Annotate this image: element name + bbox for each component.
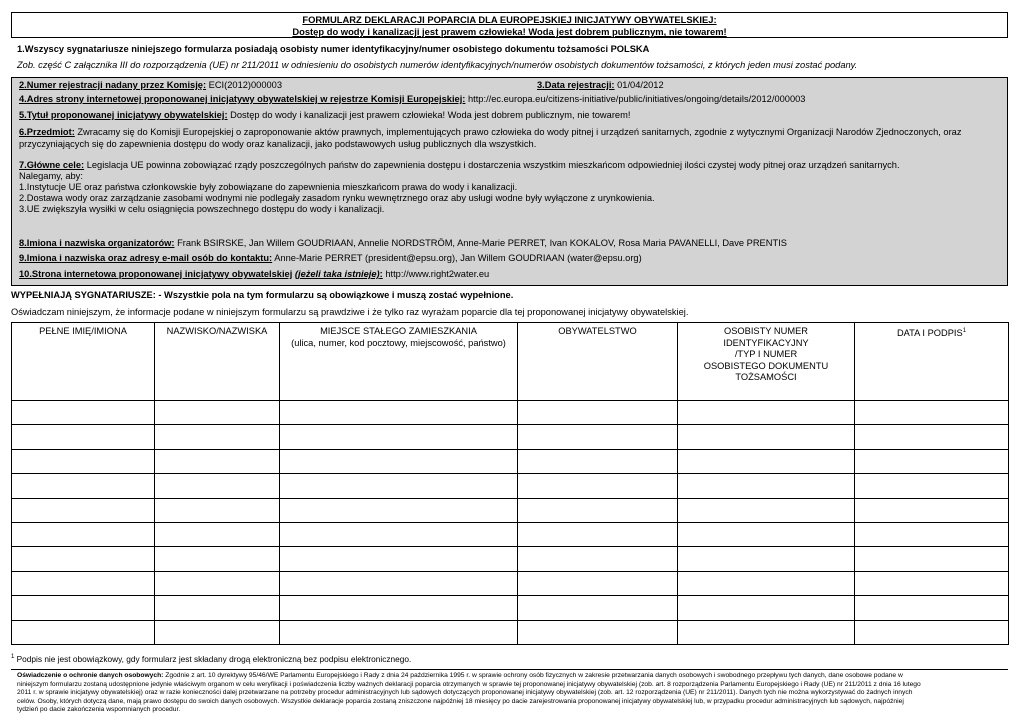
privacy-line4: celów. Osoby, których dotyczą dane, mają prawo dostępu do swoich danych osobowych. Wszystkie deklaracje poparcia zostaną zniszczone najpóźniej 18 miesięcy po dacie zarejestrowania proponowanej inicjatywy obywatelskiej lub, w przypadku procedur administracyjnych lub sądowych, najpóźniej (17, 697, 904, 705)
privacy-label: Oświadczenie o ochronie danych osobowych: (17, 672, 164, 679)
registration-number-value: ECI(2012)000003 (206, 80, 283, 90)
cell-residence[interactable] (280, 401, 518, 425)
initiative-subject-label: 6.Przedmiot: (19, 127, 75, 137)
cell-first-names[interactable] (12, 522, 155, 546)
goals-line-4: 2.Dostawa wody oraz zarządzanie zasobami wodnymi nie podlegały zasadom rynku wewnętrznego oraz aby usługi wodne były wyłączone z urynkowienia. (19, 193, 655, 203)
contacts (19, 253, 642, 265)
form-title-line2: Dostęp do wody i kanalizacji jest prawem człowieka! Woda jest dobrem publicznym, nie towarem! (292, 26, 727, 37)
footnote-mark: 1 (11, 654, 15, 661)
cell-id-number[interactable] (678, 620, 855, 644)
initiative-url-label: 4.Adres strony internetowej proponowanej inicjatywy obywatelskiej w rejestrze Komisji Europejskiej: (19, 94, 466, 104)
initiative-title-value: Dostęp do wody i kanalizacji jest prawem człowieka! Woda jest dobrem publicznym, nie towarem! (227, 110, 631, 120)
cell-surnames[interactable] (155, 620, 280, 644)
cell-surnames[interactable] (155, 401, 280, 425)
cell-nationality[interactable] (518, 522, 678, 546)
col-header-id-line3: /TYP I NUMER (734, 349, 798, 359)
initiative-goals (19, 160, 900, 172)
website-label-optional: (jeżeli taka istnieje) (294, 269, 380, 279)
cell-date-signature[interactable] (855, 401, 1009, 425)
contacts-value: Anne-Marie PERRET (president@epsu.org), Jan Willem GOUDRIAAN (water@epsu.org) (272, 253, 642, 263)
col-header-first-names (12, 323, 155, 401)
cell-nationality[interactable] (518, 547, 678, 571)
footnote-text: Podpis nie jest obowiązkowy, gdy formularz jest składany drogą elektroniczną bez podpisu elektronicznego. (14, 654, 412, 664)
cell-surnames[interactable] (155, 449, 280, 473)
col-header-id-line1: OSOBISTY NUMER (723, 326, 809, 336)
cell-surnames[interactable] (155, 522, 280, 546)
signatures-table (11, 322, 1009, 645)
website-label: 10.Strona internetowa proponowanej inicjatywy obywatelskiej (19, 269, 293, 279)
cell-date-signature[interactable] (855, 474, 1009, 498)
cell-nationality[interactable] (518, 498, 678, 522)
privacy-line5: tydzień po dacie zakończenia wspomnianych procedur. (17, 706, 181, 714)
cell-id-number[interactable] (678, 547, 855, 571)
privacy-line3: 2011 r. w sprawie inicjatywy obywatelskiej) oraz w razie konieczności dalej przetwarzane na potrzeby procedur administracyjnych lub sądowych dotyczących proponowanej inicjatywy obywatelskiej (zob. art. 12 rozporządzenia (UE) nr 211/2011). Danych tych nie można wykorzystywać do żadnych innych (17, 689, 913, 697)
cell-residence[interactable] (280, 425, 518, 449)
form-title-line1: FORMULARZ DEKLARACJI POPARCIA DLA EUROPEJSKIEJ INICJATYWY OBYWATELSKIEJ: (302, 14, 717, 25)
col-header-id-line2: IDENTYFIKACYJNY (723, 337, 809, 348)
cell-first-names[interactable] (12, 620, 155, 644)
signatories-heading: WYPEŁNIAJĄ SYGNATARIUSZE: - Wszystkie pola na tym formularzu są obowiązkowe i muszą zostać wypełnione. (11, 290, 514, 300)
organizers (19, 238, 787, 250)
initiative-subject (19, 127, 962, 139)
cell-surnames[interactable] (155, 596, 280, 620)
cell-date-signature[interactable] (855, 547, 1009, 571)
initiative-website (19, 269, 489, 281)
col-header-id-line4: OSOBISTEGO DOKUMENTU (703, 360, 829, 371)
website-colon: : (379, 269, 383, 279)
cell-date-signature[interactable] (855, 620, 1009, 644)
col-header-residence-title: MIEJSCE STAŁEGO ZAMIESZKANIA (320, 326, 477, 336)
col-header-nationality (518, 323, 678, 401)
cell-id-number[interactable] (678, 474, 855, 498)
cell-id-number[interactable] (678, 425, 855, 449)
cell-first-names[interactable] (12, 401, 155, 425)
initiative-goals-label: 7.Główne cele: (19, 160, 85, 170)
col-header-nationality-text: OBYWATELSTWO (558, 326, 637, 336)
cell-surnames[interactable] (155, 571, 280, 595)
col-header-surnames-text: NAZWISKO/NAZWISKA (166, 326, 268, 336)
divider (11, 669, 1008, 670)
table-row (12, 425, 1009, 449)
col-header-id-line5: TOŻSAMOŚCI (735, 372, 797, 382)
cell-date-signature[interactable] (855, 596, 1009, 620)
initiative-goals-value: Legislacja UE powinna zobowiązać rządy poszczególnych państw do zapewnienia dostępu i dostarczenia wszystkim mieszkańcom odpowiedniej ilości czystej wody pitnej oraz urządzeń sanitarnych. (84, 160, 900, 170)
registration-number (19, 80, 282, 92)
col-header-date-signature-text: DATA I PODPIS (896, 328, 963, 339)
cell-date-signature[interactable] (855, 425, 1009, 449)
cell-date-signature[interactable] (855, 498, 1009, 522)
table-row (12, 620, 1009, 644)
cell-residence[interactable] (280, 449, 518, 473)
cell-surnames[interactable] (155, 547, 280, 571)
initiative-url-value: http://ec.europa.eu/citizens-initiative/public/initiatives/ongoing/details/2012/000003 (465, 94, 806, 104)
cell-first-names[interactable] (12, 498, 155, 522)
cell-residence[interactable] (280, 522, 518, 546)
cell-residence[interactable] (280, 620, 518, 644)
cell-date-signature[interactable] (855, 449, 1009, 473)
section1-note: Zob. część C załącznika III do rozporządzenia (UE) nr 211/2011 w odniesieniu do osobistych numerów identyfikacyjnych/numerów osobistych dokumentów tożsamości, z których jeden musi zostać podany. (17, 60, 858, 70)
table-row (12, 401, 1009, 425)
cell-surnames[interactable] (155, 425, 280, 449)
organizers-value: Frank BSIRSKE, Jan Willem GOUDRIAAN, Annelie NORDSTRÖM, Anne-Marie PERRET, Ivan KOKALOV, Rosa Maria PAVANELLI, Dave PRENTIS (174, 238, 787, 248)
cell-nationality[interactable] (518, 620, 678, 644)
cell-residence[interactable] (280, 571, 518, 595)
col-header-id-number (678, 323, 855, 401)
cell-first-names[interactable] (12, 425, 155, 449)
initiative-title (19, 110, 630, 122)
cell-nationality[interactable] (518, 596, 678, 620)
cell-id-number[interactable] (678, 449, 855, 473)
cell-surnames[interactable] (155, 498, 280, 522)
table-row (12, 571, 1009, 595)
cell-id-number[interactable] (678, 522, 855, 546)
contacts-label: 9.Imiona i nazwiska oraz adresy e-mail osób do kontaktu: (19, 253, 273, 263)
cell-nationality[interactable] (518, 449, 678, 473)
cell-nationality[interactable] (518, 425, 678, 449)
registration-number-label: 2.Numer rejestracji nadany przez Komisję: (19, 80, 207, 90)
cell-residence[interactable] (280, 498, 518, 522)
cell-id-number[interactable] (678, 401, 855, 425)
table-row (12, 474, 1009, 498)
cell-first-names[interactable] (12, 571, 155, 595)
table-row (12, 498, 1009, 522)
col-header-surnames (155, 323, 280, 401)
table-row (12, 547, 1009, 571)
table-row (12, 522, 1009, 546)
cell-id-number[interactable] (678, 498, 855, 522)
goals-line-2: Nalegamy, aby: (19, 171, 83, 181)
cell-residence[interactable] (280, 474, 518, 498)
privacy-line2: niniejszym formularzu zostaną udostępnione jedynie właściwym organom w celu weryfikacji i poświadczenia liczby ważnych deklaracji poparcia otrzymanych w sprawie tej proponowanej inicjatywy obywatelskiej (zob. art. 8 rozporządzenia Parlamentu Europejskiego i Rady (UE) nr 211/2011 z dnia 16 lutego (17, 680, 921, 688)
privacy-statement (17, 672, 1007, 715)
initiative-subject-value-2: przyczyniających się do zapewnienia dostępu do wody oraz kanalizacji, jako podstawowych usług publicznych dla wszystkich. (19, 139, 537, 149)
registration-date-label: 3.Data rejestracji: (537, 80, 615, 90)
col-header-first-names-text: PEŁNE IMIĘ/IMIONA (39, 326, 127, 336)
declaration-text: Oświadczam niniejszym, że informacje podane w niniejszym formularzu są prawdziwe i że tylko raz wyrażam poparcie dla tej proponowanej inicjatywy obywatelskiej. (11, 307, 689, 317)
goals-line-3: 1.Instytucje UE oraz państwa członkowskie były zobowiązane do zapewnienia mieszkańcom prawa do wody i kanalizacji. (19, 182, 518, 192)
website-value: http://www.right2water.eu (382, 269, 490, 279)
table-row (12, 449, 1009, 473)
cell-residence[interactable] (280, 596, 518, 620)
cell-first-names[interactable] (12, 449, 155, 473)
cell-date-signature[interactable] (855, 522, 1009, 546)
table-header-row (12, 323, 1009, 401)
registration-date (537, 80, 664, 92)
cell-date-signature[interactable] (855, 571, 1009, 595)
footnote-ref: 1 (962, 328, 967, 334)
cell-first-names[interactable] (12, 474, 155, 498)
table-row (12, 596, 1009, 620)
col-header-residence-sub: (ulica, numer, kod pocztowy, miejscowość, państwo) (291, 337, 506, 348)
initiative-title-label: 5.Tytuł proponowanej inicjatywy obywatelskiej: (19, 110, 228, 120)
registration-date-value: 01/04/2012 (614, 80, 664, 90)
initiative-url (19, 94, 805, 106)
cell-surnames[interactable] (155, 474, 280, 498)
cell-id-number[interactable] (678, 596, 855, 620)
section1-heading: 1.Wszyscy sygnatariusze niniejszego formularza posiadają osobisty numer identyfikacyjny/numer osobistego dokumentu tożsamości POLSKA (17, 44, 650, 54)
col-header-residence (280, 323, 518, 401)
col-header-date-signature (855, 323, 1009, 401)
cell-residence[interactable] (280, 547, 518, 571)
cell-nationality[interactable] (518, 474, 678, 498)
footnote (11, 654, 411, 664)
cell-nationality[interactable] (518, 571, 678, 595)
initiative-subject-value-1: Zwracamy się do Komisji Europejskiej o zaproponowanie aktów prawnych, implementujących prawo człowieka do wody pitnej i urządzeń sanitarnych, zgodnie z wytycznymi Organizacji Narodów Zjednoczonych, oraz (74, 127, 962, 137)
form-title-box (11, 12, 1008, 38)
cell-first-names[interactable] (12, 547, 155, 571)
cell-nationality[interactable] (518, 401, 678, 425)
organizers-label: 8.Imiona i nazwiska organizatorów: (19, 238, 175, 248)
cell-first-names[interactable] (12, 596, 155, 620)
privacy-line1: Zgodnie z art. 10 dyrektywy 95/46/WE Parlamentu Europejskiego i Rady z dnia 24 października 1995 r. w sprawie ochrony osób fizycznych w zakresie przetwarzania danych osobowych i swobodnego przepływu tych danych, dane osobowe podane w (163, 672, 903, 679)
goals-line-5: 3.UE zwiększyła wysiłki w celu osiągnięcia powszechnego dostępu do wody i kanalizacji. (19, 204, 385, 214)
cell-id-number[interactable] (678, 571, 855, 595)
